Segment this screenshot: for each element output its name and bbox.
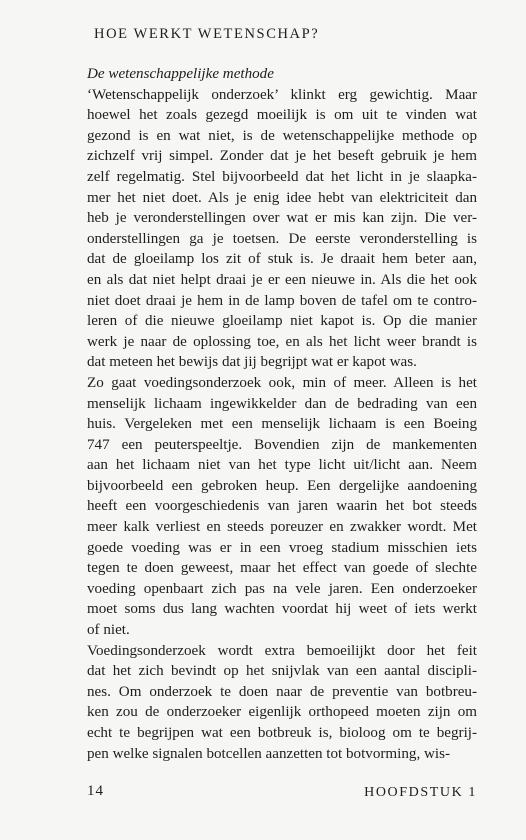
text-line: goede voeding was er in een vroeg stadium misschien iets: [87, 539, 477, 556]
text-line: dat meteen het bewijs dat jij begrijpt wat er kapot was.: [87, 354, 417, 371]
text-line: heb je veronderstellingen over wat er mis kan zijn. Die ver-: [87, 210, 477, 227]
text-line: huis. Vergeleken met een menselijk lichaam is een Boeing: [87, 416, 477, 433]
text-line: en als dat niet helpt draai je er een nieuwe in. Als die het ook: [87, 271, 477, 288]
body-text: [87, 64, 477, 764]
text-line: ken zou de onderzoeker eigenlijk orthopeed moeten zijn om: [87, 704, 477, 721]
text-line: ‘Wetenschappelijk onderzoek’ klinkt erg gewichtig. Maar: [87, 86, 477, 103]
text-line: mer het niet doet. Als je enig idee hebt van elektriciteit dan: [87, 189, 477, 206]
text-line: nes. Om onderzoek te doen naar de preventie van botbreu-: [87, 683, 477, 700]
text-line: moet soms dus lang wachten voordat hij weet of iets werkt: [87, 601, 477, 618]
section-heading: De wetenschappelijke methode: [87, 66, 274, 82]
text-line: meer kalk verliest en steeds poreuzer en zwakker wordt. Met: [87, 519, 477, 536]
text-line: gezond is en wat niet, is de wetenschappelijke methode op: [87, 127, 477, 144]
text-line: echt te begrijpen wat een botbreuk is, bioloog om te begrij-: [87, 725, 477, 741]
text-line: zichzelf vrij simpel. Zonder dat je het beseft gebruik je hem: [87, 148, 477, 165]
paragraph: [87, 373, 477, 641]
text-line: menselijk lichaam ingewikkelder dan de bedrading van een: [87, 395, 477, 412]
text-line: werk je naar de oplossing toe, en als het licht weer brandt is: [87, 333, 477, 350]
text-line: heeft een voorgeschiedenis van jaren waarin het bot steeds: [87, 498, 477, 515]
text-line: leren of die nieuwe gloeilamp niet kapot is. Op die manier: [87, 313, 477, 330]
text-line: hoewel het zoals gezegd moeilijk is om uit te vinden wat: [87, 107, 477, 124]
text-line: bijvoorbeeld een gebroken heup. Een dergelijke aandoening: [87, 477, 477, 494]
running-head: HOE WERKT WETENSCHAP?: [94, 26, 320, 42]
text-line: of niet.: [87, 622, 130, 639]
chapter-label: HOOFDSTUK 1: [364, 785, 477, 800]
text-line: Zo gaat voedingsonderzoek ook, min of meer. Alleen is het: [87, 374, 477, 391]
text-line: Voedingsonderzoek wordt extra bemoeilijkt door het feit: [87, 642, 477, 659]
text-line: voeding openbaart zich pas na vele jaren. Een onderzoeker: [87, 580, 477, 597]
paragraphs: [87, 85, 477, 765]
page-number: 14: [87, 783, 104, 799]
text-line: niet doet draai je hem in de lamp boven de tafel om te contro-: [87, 292, 477, 309]
paragraph: [87, 641, 477, 765]
text-line: zelf regelmatig. Stel bijvoorbeeld dat het licht in je slaapka-: [87, 168, 477, 185]
text-line: 747 een peuterspeeltje. Bovendien zijn de mankementen: [87, 436, 477, 453]
paragraph: [87, 85, 477, 373]
text-line: onderstellingen ga je toetsen. De eerste veronderstelling is: [87, 230, 477, 247]
text-line: dat de gloeilamp los zit of stuk is. Je draait hem beter aan,: [87, 251, 477, 268]
text-line: dat het zich bevindt op het snijvlak van een aantal discipli-: [87, 663, 477, 680]
text-line: pen welke signalen botcellen aanzetten tot botvorming, wis-: [87, 745, 450, 762]
text-line: tegen te doen geweest, maar het effect van goede of slechte: [87, 560, 477, 577]
text-line: aan het lichaam niet van het type licht uit/licht aan. Neem: [87, 457, 477, 474]
